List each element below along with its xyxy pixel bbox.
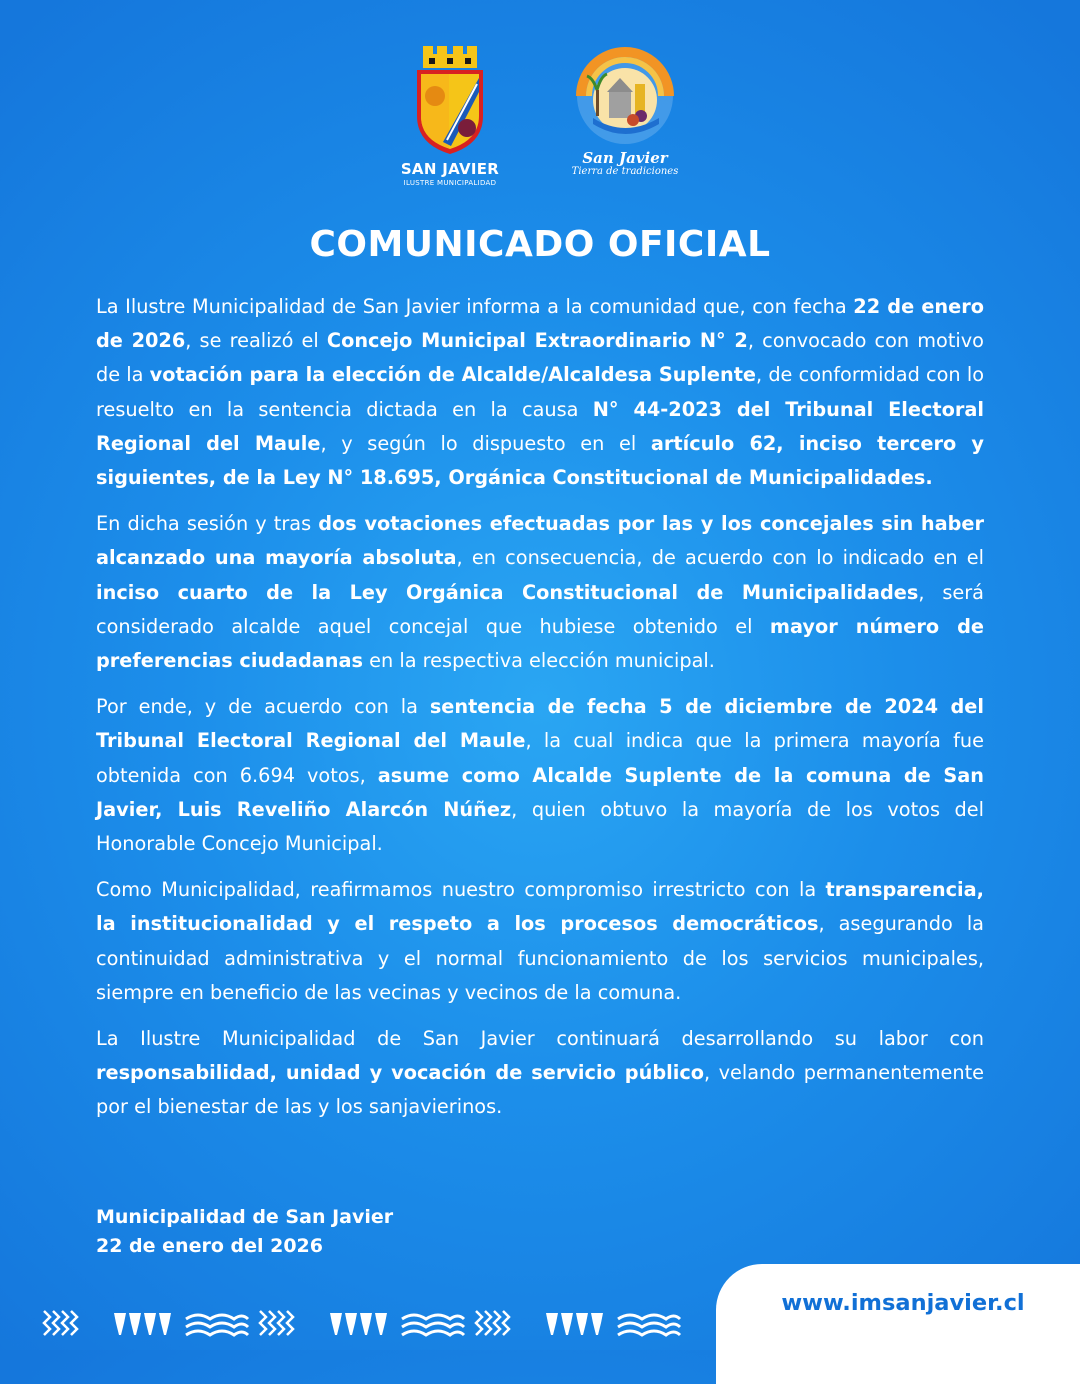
text-run: , se realizó el <box>185 329 327 353</box>
paragraph-5 <box>96 1022 984 1125</box>
bold-text-run: dos votaciones efectuadas por las y los concejales sin haber alcanzado una mayoría absoluta <box>96 512 984 570</box>
bold-text-run: N° 44-2023 del Tribunal Electoral Regional del Maule <box>96 397 984 455</box>
text-run: , asegurando la continuidad administrativa y el normal funcionamiento de los servicios municipales, siempre en beneficio de las vecinas y vecinos de la comuna. <box>96 912 984 1004</box>
pattern-wheat-motif <box>44 1311 77 1335</box>
text-run: , será considerado alcalde aquel concejal que hubiese obtenido el <box>96 580 984 638</box>
decorative-pattern-icon <box>40 1305 690 1339</box>
pattern-grapes-motif <box>546 1313 603 1335</box>
bold-text-run: responsabilidad, unidad y vocación de servicio público <box>96 1061 705 1085</box>
bold-text-run: Concejo Municipal Extraordinario N° 2 <box>326 329 748 353</box>
coat-of-arms-icon <box>413 44 487 156</box>
page-title: COMUNICADO OFICIAL <box>309 224 771 265</box>
paragraph-3 <box>96 690 984 861</box>
text-run: , convocado con motivo de la <box>96 329 984 387</box>
bold-text-run: 22 de enero de 2026 <box>96 295 984 353</box>
pattern-waves-motif <box>402 1315 464 1335</box>
signature-date: 22 de enero del 2026 <box>96 1235 323 1257</box>
tierra-logo <box>570 46 680 178</box>
bold-text-run: mayor número de preferencias ciudadanas <box>96 614 984 673</box>
pattern-grapes-motif <box>114 1313 171 1335</box>
pattern-waves-motif <box>618 1315 680 1335</box>
tierra-logo-subtitle: Tierra de tradiciones <box>571 166 679 177</box>
tierra-logo-name: San Javier <box>582 149 668 167</box>
bold-text-run: votación para la elección de Alcalde/Alcaldesa Suplente <box>149 363 756 387</box>
bold-text-run: sentencia de fecha 5 de diciembre de 2024 del Tribunal Electoral Regional del Maule <box>96 695 984 753</box>
bold-text-run: artículo 62, inciso tercero y siguientes, de la Ley N° 18.695, Orgánica Constitucional de Municipalidades. <box>96 431 984 490</box>
text-run: , velando permanentemente por el bienestar de las y los sanjavierinos. <box>96 1061 985 1119</box>
municipal-logo-name: SAN JAVIER <box>400 160 500 178</box>
bold-text-run: inciso cuarto de la Ley Orgánica Constitucional de Municipalidades <box>96 580 919 604</box>
tierra-emblem-icon <box>573 46 677 146</box>
text-run: , de conformidad con lo resuelto en la sentencia dictada en la causa <box>96 363 984 421</box>
signature-name: Municipalidad de San Javier <box>96 1206 394 1228</box>
text-run: , y según lo dispuesto en el <box>320 431 651 455</box>
text-run: , en consecuencia, de acuerdo con lo indicado en el <box>456 546 984 570</box>
text-run: , la cual indica que la primera mayoría fue obtenida con 6.694 votos, <box>96 729 984 787</box>
paragraph-4 <box>96 873 984 1010</box>
text-run: , quien obtuvo la mayoría de los votos del Honorable Concejo Municipal. <box>96 797 984 856</box>
announcement-body <box>96 290 984 1137</box>
text-run: La Ilustre Municipalidad de San Javier continuará desarrollando su labor con <box>96 1027 984 1051</box>
bold-text-run: asume como Alcalde Suplente de la comuna de San Javier, Luis Reveliño Alarcón Núñez <box>96 763 984 821</box>
text-run: La Ilustre Municipalidad de San Javier informa a la comunidad que, con fecha <box>96 295 854 318</box>
text-run: Como Municipalidad, reafirmamos nuestro compromiso irrestricto con la <box>96 878 826 902</box>
municipal-logo-subtitle: ILUSTRE MUNICIPALIDAD <box>403 179 497 187</box>
pattern-wheat-motif <box>260 1311 293 1335</box>
text-run: En dicha sesión y tras <box>96 512 319 536</box>
text-run: Por ende, y de acuerdo con la <box>96 695 430 719</box>
signature-block <box>96 1203 393 1261</box>
website-link[interactable]: www.imsanjavier.cl <box>781 1290 1025 1316</box>
municipal-logo <box>398 44 502 187</box>
footer-card <box>716 1264 1080 1384</box>
pattern-grapes-motif <box>330 1313 387 1335</box>
pattern-wheat-motif <box>476 1311 509 1335</box>
paragraph-1 <box>96 290 984 495</box>
paragraph-2 <box>96 507 984 678</box>
bold-text-run: transparencia, la institucionalidad y el respeto a los procesos democráticos <box>96 878 984 936</box>
header-logos <box>0 44 1080 204</box>
pattern-waves-motif <box>186 1315 248 1335</box>
text-run: en la respectiva elección municipal. <box>363 649 715 673</box>
